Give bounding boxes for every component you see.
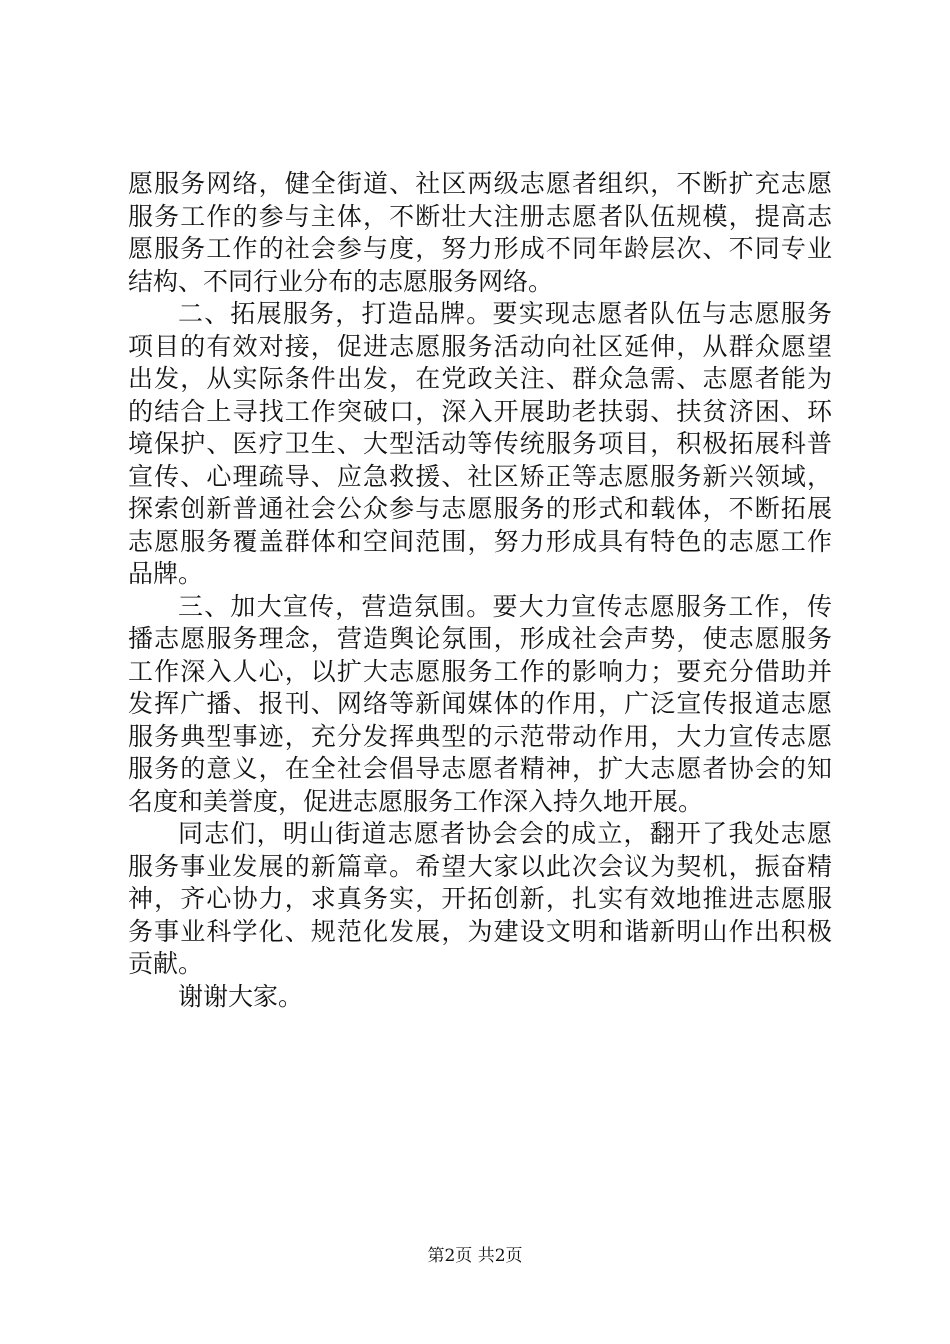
paragraph — [128, 168, 832, 298]
text-line: 结构、不同行业分布的志愿服务网络。 — [128, 266, 554, 296]
paragraph — [128, 981, 832, 1014]
text-line: 境保护、医疗卫生、大型活动等传统服务项目，积极拓展科普 — [128, 429, 832, 458]
text-line: 二、拓展服务，打造品牌。要实现志愿者队伍与志愿服务 — [178, 299, 832, 328]
text-line: 项目的有效对接，促进志愿服务活动向社区延伸，从群众愿望 — [128, 331, 832, 361]
text-line: 服务工作的参与主体，不断壮大注册志愿者队伍规模，提高志 — [128, 201, 832, 231]
paragraph — [128, 591, 832, 819]
text-line: 服务典型事迹，充分发挥典型的示范带动作用，大力宣传志愿 — [128, 721, 832, 751]
text-line: 愿服务网络，健全街道、社区两级志愿者组织，不断扩充志愿 — [128, 169, 832, 198]
text-line: 播志愿服务理念，营造舆论氛围，形成社会声势，使志愿服务 — [128, 624, 832, 653]
body-text — [128, 168, 832, 1013]
text-line: 服务事业发展的新篇章。希望大家以此次会议为契机，振奋精 — [128, 851, 832, 881]
text-line: 工作深入人心，以扩大志愿服务工作的影响力；要充分借助并 — [128, 656, 832, 686]
paragraph — [128, 818, 832, 981]
text-line: 服务的意义，在全社会倡导志愿者精神，扩大志愿者协会的知 — [128, 754, 832, 783]
text-line: 品牌。 — [128, 559, 204, 588]
text-line: 谢谢大家。 — [178, 981, 304, 1011]
page-footer: 第2页 共2页 — [427, 1246, 523, 1266]
paragraph — [128, 298, 832, 591]
text-line: 贡献。 — [128, 949, 204, 978]
text-line: 名度和美誉度，促进志愿服务工作深入持久地开展。 — [128, 786, 704, 816]
text-line: 神，齐心协力，求真务实，开拓创新，扎实有效地推进志愿服 — [128, 884, 832, 913]
text-line: 务事业科学化、规范化发展，为建设文明和谐新明山作出积极 — [128, 916, 832, 946]
text-line: 志愿服务覆盖群体和空间范围，努力形成具有特色的志愿工作 — [128, 526, 832, 556]
text-line: 出发，从实际条件出发，在党政关注、群众急需、志愿者能为 — [128, 364, 832, 393]
text-line: 三、加大宣传，营造氛围。要大力宣传志愿服务工作，传 — [178, 591, 832, 621]
text-line: 愿服务工作的社会参与度，努力形成不同年龄层次、不同专业 — [128, 234, 832, 263]
text-line: 宣传、心理疏导、应急救援、社区矫正等志愿服务新兴领域， — [128, 461, 832, 491]
text-line: 的结合上寻找工作突破口，深入开展助老扶弱、扶贫济困、环 — [128, 396, 832, 426]
text-line: 发挥广播、报刊、网络等新闻媒体的作用，广泛宣传报道志愿 — [128, 689, 832, 718]
text-line: 探索创新普通社会公众参与志愿服务的形式和载体，不断拓展 — [128, 494, 832, 523]
text-line: 同志们，明山街道志愿者协会会的成立，翻开了我处志愿 — [178, 819, 832, 848]
